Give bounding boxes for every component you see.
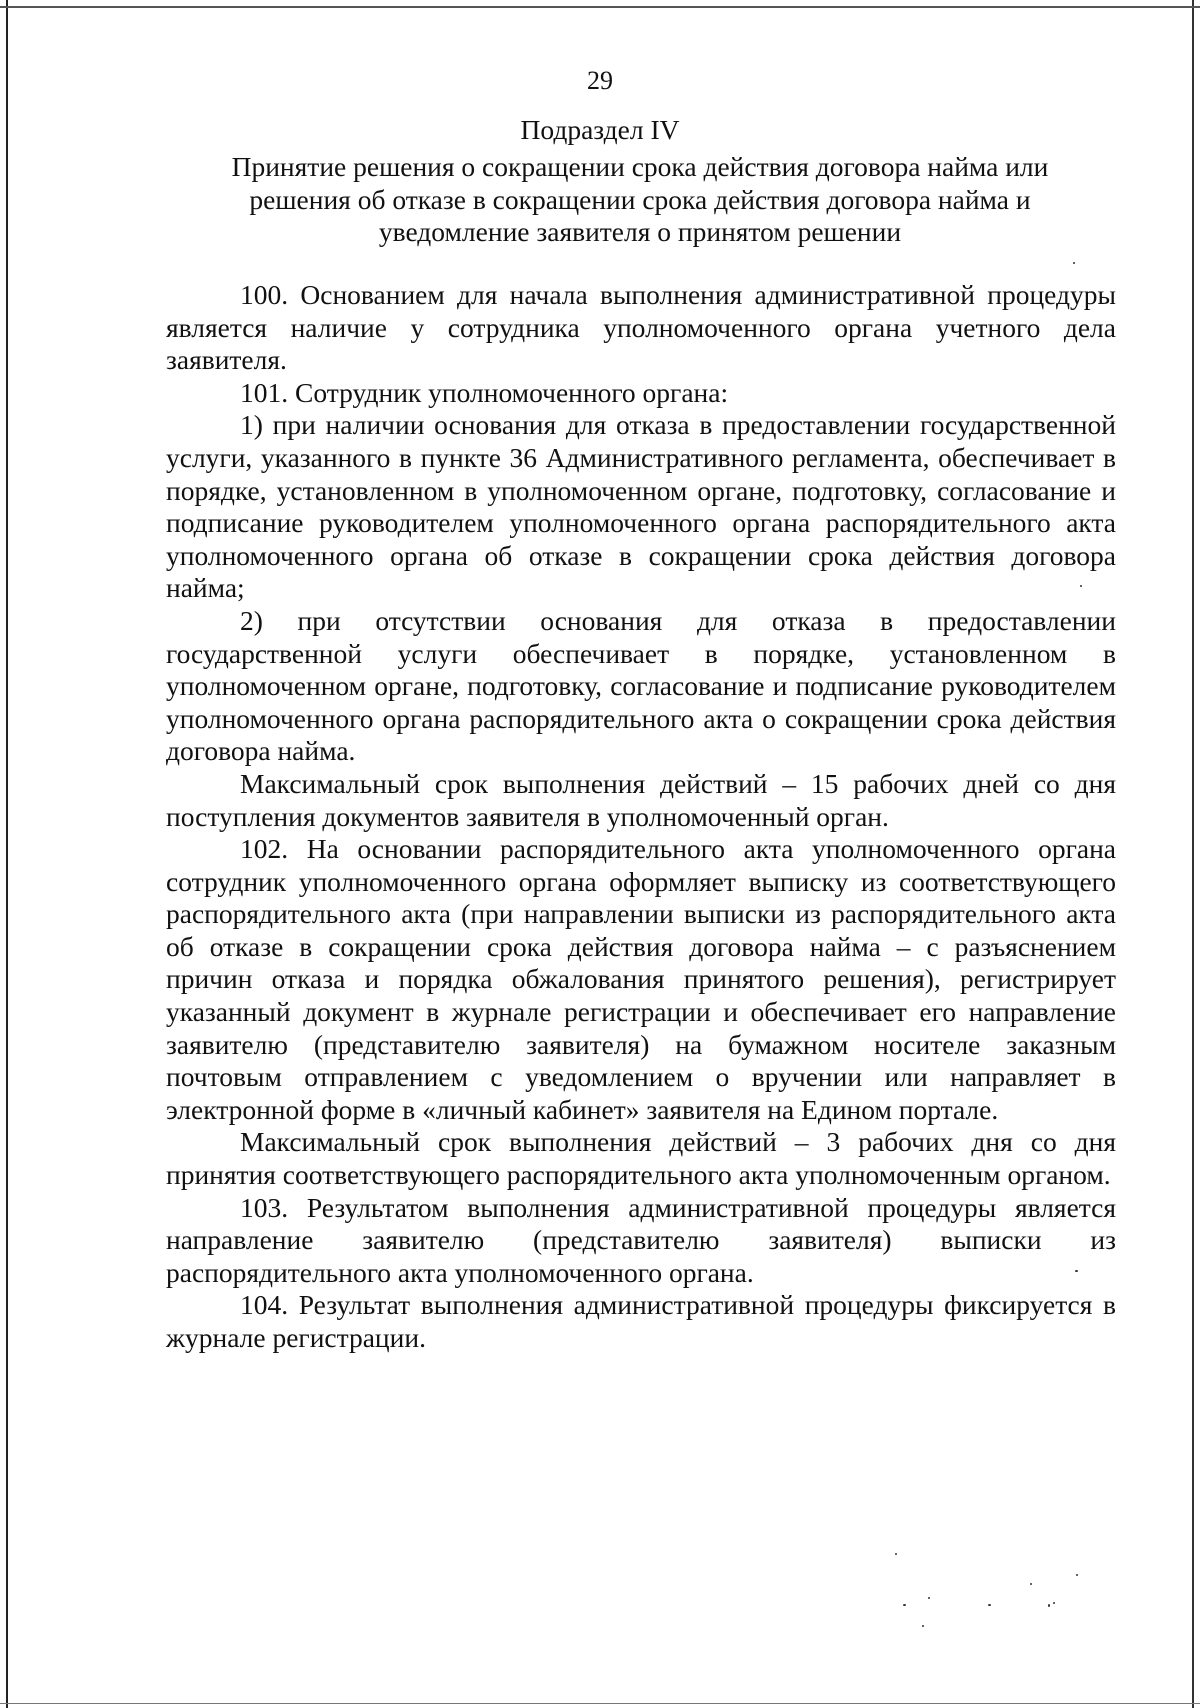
section-title: Принятие решения о сокращении срока действия договора найма или решения об отказе в сокращении срока действия договора найма и уведомление заявителя о принятом решении [231, 151, 1049, 247]
scan-border-left [6, 0, 8, 1708]
scan-speck [903, 1604, 906, 1606]
scan-border-top [0, 6, 1200, 8]
scan-speck [1030, 1583, 1032, 1585]
document-body [166, 279, 1116, 1355]
paragraph-101: 101. Сотрудник уполномоченного органа: [240, 376, 729, 408]
scan-speck [1048, 1604, 1050, 1607]
scan-speck [1075, 1270, 1078, 1272]
paragraph-103: 103. Результатом выполнения административной процедуры является направление заявителю (представителю заявителя) выписки из распорядительного акта уполномоченного органа. [166, 1191, 1116, 1288]
subsection-heading: Подраздел IV [520, 114, 680, 145]
scan-speck [1080, 585, 1082, 587]
scan-speck [988, 1604, 991, 1606]
paragraph-100: 100. Основанием для начала выполнения административной процедуры является наличие у сотрудника уполномоченного органа учетного дела заявителя. [166, 279, 1116, 376]
paragraph-102: 102. На основании распорядительного акта уполномоченного органа сотрудник уполномоченного органа оформляет выписку из соответствующего распорядительного акта (при направлении выписки из распорядительного акта об отказе в сокращении срока действия договора найма – с разъяснением причин отказа и порядка обжалования принятого решения), регистрирует указанный документ в журнале регистрации и обеспечивает его направление заявителю (представителю заявителя) на бумажном носителе заказным почтовым отправлением с уведомлением о вручении или направляет в электронной форме в «личный кабинет» заявителя на Едином портале. [166, 833, 1116, 1125]
scan-border-bottom [0, 1703, 1200, 1704]
scan-speck [928, 1597, 930, 1599]
scan-speck [922, 1625, 924, 1627]
scan-speck [895, 1553, 897, 1555]
page-number: 29 [587, 66, 613, 95]
paragraph-101-item-2: 2) при отсутствии основания для отказа в предоставлении государственной услуги обеспечивает в порядке, установленном в уполномоченном органе, подготовку, согласование и подписание руководителем уполномоченного органа распорядительного акта о сокращении срока действия договора найма. [166, 604, 1116, 767]
scan-speck [1076, 1574, 1078, 1576]
scan-speck [1073, 262, 1075, 264]
deadline-note-1: Максимальный срок выполнения действий – 15 рабочих дней со дня поступления документов заявителя в уполномоченный орган. [166, 767, 1116, 832]
deadline-note-2: Максимальный срок выполнения действий – 3 рабочих дня со дня принятия соответствующего распорядительного акта уполномоченным органом. [166, 1126, 1116, 1191]
paragraph-101-item-1: 1) при наличии основания для отказа в предоставлении государственной услуги, указанного в пункте 36 Административного регламента, обеспечивает в порядке, установленном в уполномоченном органе, подготовку, согласование и подписание руководителем уполномоченного органа распорядительного акта уполномоченного органа об отказе в сокращении срока действия договора найма; [166, 409, 1116, 604]
paragraph-104: 104. Результат выполнения административной процедуры фиксируется в журнале регистрации. [166, 1289, 1116, 1353]
scan-border-right [1192, 0, 1194, 1708]
scan-speck [1053, 1602, 1055, 1604]
